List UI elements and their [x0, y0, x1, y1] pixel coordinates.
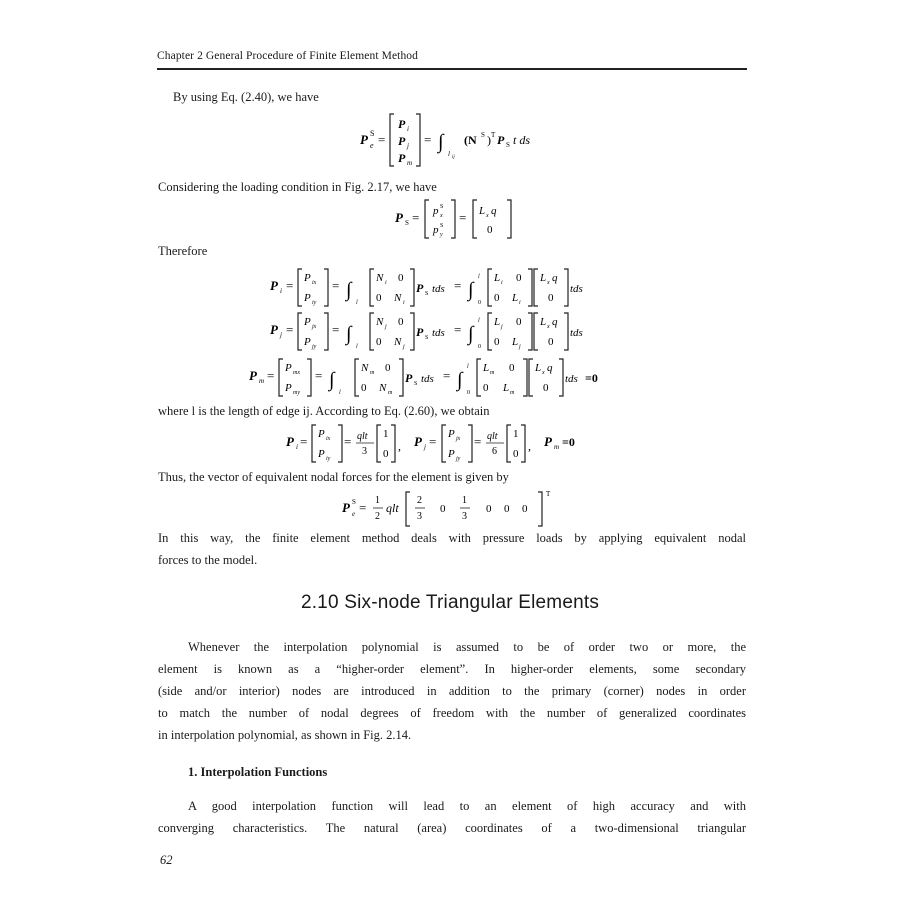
svg-text:L: L: [540, 272, 547, 284]
svg-text:=: =: [454, 278, 462, 293]
subsection-paragraph: A good interpolation function will lead to an element of high accuracy and with converging characteristics. The natural (area) coordinates of a two-dimensional triangular: [158, 799, 746, 835]
svg-text:P: P: [497, 133, 505, 147]
svg-text:t ds: t ds: [513, 133, 531, 147]
svg-text:0: 0: [467, 390, 470, 396]
svg-text:=: =: [300, 434, 308, 449]
svg-text:mx: mx: [293, 370, 300, 376]
eq1-lhs: P: [360, 132, 368, 147]
svg-text:L: L: [503, 382, 510, 394]
svg-text:P: P: [270, 278, 278, 293]
section-paragraph: Whenever the interpolation polynomial is assumed to be of order two or more, the element is known as a “higher-order element”. In higher-order elements, some secondary (side and/or interior) nodes are introduced in addition to the primary (corner) nodes in order to match the number of nodal degrees of freedom with the number of generalized coordinates in interpolation polynomial, as shown in Fig. 2.14.: [158, 640, 746, 742]
svg-text:0: 0: [513, 448, 519, 460]
svg-text:i: i: [296, 443, 298, 451]
svg-text:=: =: [443, 368, 451, 383]
svg-text:q: q: [491, 205, 497, 217]
svg-text:qlt: qlt: [357, 431, 368, 442]
svg-text:=: =: [286, 278, 294, 293]
svg-text:jy: jy: [456, 456, 461, 462]
svg-text:0: 0: [376, 336, 382, 348]
svg-text:N: N: [376, 316, 384, 328]
svg-text:3: 3: [417, 511, 422, 522]
svg-text:P: P: [286, 434, 294, 449]
svg-text:∫: ∫: [346, 323, 352, 345]
svg-text:m: m: [554, 443, 560, 451]
svg-text:T: T: [546, 490, 551, 498]
svg-text:P: P: [416, 325, 424, 339]
svg-text:jy: jy: [312, 344, 317, 350]
svg-text:tds: tds: [570, 283, 583, 295]
svg-text:0: 0: [543, 382, 549, 394]
svg-text:e: e: [352, 510, 356, 518]
svg-text:x: x: [542, 370, 545, 376]
svg-text:j: j: [407, 142, 409, 150]
svg-text:1: 1: [513, 428, 519, 440]
subsection-title: 1. Interpolation Functions: [188, 765, 328, 779]
svg-text:ix: ix: [326, 436, 331, 442]
svg-text:0: 0: [440, 503, 446, 515]
svg-text:0: 0: [548, 292, 554, 304]
svg-text:0: 0: [548, 336, 554, 348]
svg-text:0: 0: [398, 272, 404, 284]
svg-text:0: 0: [504, 503, 510, 515]
equation-nodal-force-vector: [360, 110, 560, 170]
svg-text:0: 0: [383, 448, 389, 460]
svg-text:=: =: [378, 132, 386, 147]
svg-text:∫: ∫: [438, 131, 444, 153]
svg-text:j: j: [501, 324, 503, 330]
svg-text:P: P: [544, 434, 552, 449]
svg-text:∫: ∫: [468, 323, 474, 345]
svg-text:T: T: [491, 131, 496, 139]
svg-text:i: i: [403, 300, 405, 306]
svg-text:j: j: [280, 331, 282, 339]
svg-text:i: i: [501, 280, 503, 286]
svg-text:q: q: [552, 272, 558, 284]
svg-text:=: =: [332, 278, 340, 293]
svg-text:=: =: [344, 434, 352, 449]
svg-text:P: P: [285, 362, 292, 374]
svg-text:L: L: [494, 316, 501, 328]
page-number: 62: [160, 853, 173, 867]
svg-text:∫: ∫: [346, 279, 352, 301]
loading-text: Considering the loading condition in Fig. 2.17, we have: [158, 180, 437, 194]
in-this-way-paragraph: In this way, the finite element method deals with pressure loads by applying equivalent nodal forces to the model.: [158, 531, 746, 567]
svg-text:m: m: [490, 370, 495, 376]
svg-text:q: q: [552, 316, 558, 328]
svg-text:0: 0: [376, 292, 382, 304]
svg-text:i: i: [407, 125, 409, 133]
svg-text:iy: iy: [326, 456, 331, 462]
svg-text:jx: jx: [456, 436, 461, 442]
svg-text:0: 0: [487, 224, 493, 236]
svg-text:S: S: [370, 129, 375, 138]
svg-text:0: 0: [509, 362, 515, 374]
svg-text:P: P: [405, 371, 413, 385]
svg-text:P: P: [304, 336, 311, 348]
svg-text:l: l: [467, 364, 469, 370]
svg-text:N: N: [379, 382, 387, 394]
svg-text:L: L: [540, 316, 547, 328]
svg-text:L: L: [479, 205, 486, 217]
equation-result-forces: [286, 422, 646, 464]
svg-text:1: 1: [383, 428, 389, 440]
svg-text:0: 0: [483, 382, 489, 394]
svg-text:P: P: [342, 500, 350, 515]
svg-text:l: l: [356, 344, 358, 350]
svg-text:=: =: [424, 132, 432, 147]
svg-text:P: P: [318, 448, 325, 460]
svg-text:tds: tds: [432, 327, 445, 339]
svg-text:P: P: [448, 448, 455, 460]
svg-text:=0: =0: [585, 371, 598, 385]
svg-text:S: S: [352, 498, 356, 506]
svg-text:P: P: [318, 428, 325, 440]
svg-text:=: =: [267, 368, 275, 383]
svg-text:S: S: [440, 204, 444, 210]
equation-Pj: [270, 310, 650, 352]
svg-text:m: m: [388, 390, 393, 396]
svg-text:∫: ∫: [329, 369, 335, 391]
svg-text:iy: iy: [312, 300, 317, 306]
svg-text:P: P: [304, 316, 311, 328]
svg-text:=: =: [459, 210, 467, 225]
svg-text:0: 0: [494, 292, 500, 304]
svg-text:x: x: [547, 280, 550, 286]
svg-text:L: L: [512, 336, 519, 348]
svg-text:N: N: [394, 336, 402, 348]
svg-text:qlt: qlt: [487, 431, 498, 442]
svg-text:tds: tds: [565, 373, 578, 385]
svg-text:p: p: [433, 205, 439, 217]
svg-text:0: 0: [385, 362, 391, 374]
svg-text:ix: ix: [312, 280, 317, 286]
svg-text:0: 0: [494, 336, 500, 348]
svg-text:i: i: [385, 280, 387, 286]
svg-text:P: P: [304, 272, 311, 284]
svg-text:e: e: [370, 141, 374, 150]
equation-Pm: [249, 356, 669, 398]
svg-text:S: S: [425, 335, 429, 341]
svg-text:=: =: [454, 322, 462, 337]
svg-text:=: =: [359, 500, 367, 515]
svg-text:S: S: [405, 219, 409, 227]
svg-text:=: =: [332, 322, 340, 337]
svg-text:L: L: [494, 272, 501, 284]
svg-text:S: S: [481, 131, 485, 139]
svg-text:qlt: qlt: [386, 501, 399, 515]
svg-text:=: =: [315, 368, 323, 383]
svg-text:=: =: [429, 434, 437, 449]
svg-text:,: ,: [398, 439, 401, 453]
svg-text:l: l: [478, 318, 480, 324]
svg-text:L: L: [483, 362, 490, 374]
thus-text: Thus, the vector of equivalent nodal forces for the element is given by: [158, 470, 509, 484]
svg-text:0: 0: [398, 316, 404, 328]
svg-text:(N: (N: [464, 133, 477, 147]
svg-text:l: l: [356, 300, 358, 306]
svg-text:0: 0: [478, 300, 481, 306]
svg-text:x: x: [547, 324, 550, 330]
svg-text:tds: tds: [570, 327, 583, 339]
svg-text:m: m: [259, 377, 265, 385]
svg-text:0: 0: [516, 272, 522, 284]
therefore-text: Therefore: [158, 244, 208, 258]
svg-text:m: m: [407, 159, 413, 167]
svg-text:m: m: [510, 390, 515, 396]
svg-text:j: j: [424, 443, 426, 451]
intro-text: By using Eq. (2.40), we have: [173, 90, 319, 104]
svg-text:P: P: [448, 428, 455, 440]
svg-text:j: j: [519, 344, 521, 350]
svg-text:,: ,: [528, 439, 531, 453]
where-text: where l is the length of edge ij. According to Eq. (2.60), we obtain: [158, 404, 490, 418]
equation-Pi: [270, 266, 650, 308]
svg-text:P: P: [414, 434, 422, 449]
svg-text:3: 3: [362, 446, 367, 457]
svg-text:ij: ij: [452, 155, 455, 160]
running-head: Chapter 2 General Procedure of Finite Element Method: [157, 50, 418, 62]
svg-text:i: i: [280, 287, 282, 295]
svg-text:3: 3: [462, 511, 467, 522]
svg-text:1: 1: [375, 495, 380, 506]
svg-text:P: P: [249, 368, 257, 383]
svg-text:P: P: [416, 281, 424, 295]
svg-text:m: m: [370, 370, 375, 376]
svg-text:∫: ∫: [457, 369, 463, 391]
svg-text:my: my: [293, 390, 300, 396]
header-rule: [157, 68, 747, 70]
svg-text:∫: ∫: [468, 279, 474, 301]
svg-text:0: 0: [486, 503, 492, 515]
svg-text:P: P: [398, 151, 406, 165]
svg-text:l: l: [478, 274, 480, 280]
svg-text:x: x: [440, 213, 443, 219]
svg-text:P: P: [398, 117, 406, 131]
svg-text:0: 0: [516, 316, 522, 328]
svg-text:P: P: [395, 210, 403, 225]
svg-text:S: S: [506, 141, 510, 149]
svg-text:0: 0: [361, 382, 367, 394]
svg-text:): ): [487, 133, 491, 147]
svg-text:S: S: [425, 291, 429, 297]
svg-text:P: P: [398, 134, 406, 148]
svg-text:jx: jx: [312, 324, 317, 330]
svg-text:N: N: [394, 292, 402, 304]
svg-text:tds: tds: [432, 283, 445, 295]
section-title: 2.10 Six-node Triangular Elements: [300, 592, 600, 613]
svg-text:P: P: [270, 322, 278, 337]
svg-text:L: L: [512, 292, 519, 304]
svg-text:=: =: [286, 322, 294, 337]
svg-text:0: 0: [522, 503, 528, 515]
svg-text:l: l: [448, 150, 450, 158]
svg-text:L: L: [535, 362, 542, 374]
equation-equivalent-nodal-vector: [342, 488, 582, 528]
svg-text:2: 2: [375, 511, 380, 522]
svg-text:P: P: [285, 382, 292, 394]
svg-text:N: N: [376, 272, 384, 284]
svg-text:p: p: [433, 224, 439, 236]
svg-text:x: x: [486, 213, 489, 219]
equation-pressure-load: [395, 196, 525, 242]
svg-text:1: 1: [462, 495, 467, 506]
svg-text:q: q: [547, 362, 553, 374]
svg-text:j: j: [385, 324, 387, 330]
svg-text:=: =: [412, 210, 420, 225]
svg-text:0: 0: [478, 344, 481, 350]
svg-text:S: S: [440, 223, 444, 229]
svg-text:S: S: [414, 381, 418, 387]
svg-text:y: y: [440, 232, 443, 238]
svg-text:j: j: [403, 344, 405, 350]
svg-text:P: P: [304, 292, 311, 304]
svg-text:=: =: [474, 434, 482, 449]
svg-text:2: 2: [417, 495, 422, 506]
svg-text:6: 6: [492, 446, 497, 457]
svg-text:l: l: [339, 390, 341, 396]
svg-text:N: N: [361, 362, 369, 374]
svg-text:=0: =0: [562, 435, 575, 449]
svg-text:i: i: [519, 300, 521, 306]
svg-text:tds: tds: [421, 373, 434, 385]
